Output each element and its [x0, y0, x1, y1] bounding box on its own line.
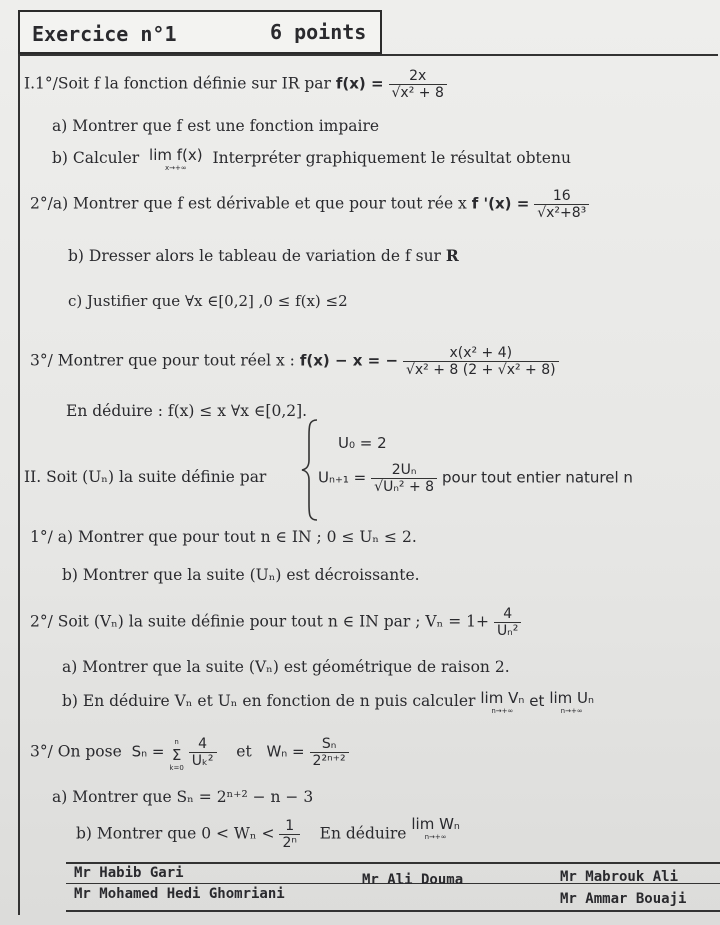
q2a-pre: 2°/a) Montrer que f est dérivable et que pour tout rée x [30, 194, 467, 213]
p2q2b-lim1-under: n→+∞ [491, 707, 514, 715]
p2q3-et: et [236, 742, 252, 761]
exercise-title: Exercice n°1 [32, 22, 177, 46]
p2q3b-lim-main: lim Wₙ [411, 815, 460, 833]
teachers-footer [66, 862, 720, 912]
p2q3-pre: 3°/ On pose [30, 742, 122, 761]
q2b-line [68, 246, 459, 265]
p2q2b-lim2 [549, 689, 594, 718]
q1b-pre: b) Calculer [52, 149, 140, 167]
q1b-lim-main: lim f(x) [149, 146, 203, 164]
p2q3b-post: En déduire [319, 824, 407, 843]
u0-def: U₀ = 2 [338, 434, 387, 452]
p2q2b-lim2-main: lim Uₙ [549, 689, 594, 707]
p2q2a-line: a) Montrer que la suite (Vₙ) est géométrique de raison 2. [62, 658, 510, 676]
q3-fraction [403, 345, 559, 378]
p2q3b-num: 1 [285, 818, 295, 834]
part2-intro: II. Soit (Uₙ) la suite définie par [24, 468, 267, 486]
q2a-lhs: f '(x) = [471, 194, 530, 213]
p2q3b-fraction [279, 818, 300, 851]
q2c-line: c) Justifier que ∀x ∈[0,2] ,0 ≤ f(x) ≤2 [68, 292, 348, 310]
q3-lhs: f(x) − x = − [299, 351, 399, 370]
un1-fraction [371, 462, 437, 495]
teacher-4: Mr Mohamed Hedi Ghomriani [74, 886, 285, 902]
q3-deduce-line: En déduire : f(x) ≤ x ∀x ∈[0,2]. [66, 402, 308, 420]
p2q2-pre: 2°/ Soit (Vₙ) la suite définie pour tout n ∈ IN par ; Vₙ = 1+ [30, 612, 489, 631]
p2q3-sum-sign: Σ [171, 746, 182, 764]
q1-func-den: √x² + 8 [389, 84, 447, 101]
q2a-den: √x²+8³ [534, 204, 589, 221]
p2q2-line [30, 606, 521, 639]
q1b-post: Interpréter graphiquement le résultat obtenu [212, 149, 571, 167]
q3-num: x(x² + 4) [449, 345, 513, 361]
teacher-2: Mr Ali Douma [362, 872, 464, 888]
p2q3-W-lhs: Wₙ = [266, 742, 305, 761]
p2q3-W-den: 2²ⁿ⁺² [310, 752, 349, 769]
p2q2-den: Uₙ² [494, 622, 521, 639]
q2b-set: R [445, 246, 459, 265]
q1-func-lhs: f(x) = [335, 74, 384, 93]
p2q2-num: 4 [503, 606, 513, 622]
exercise-header [18, 10, 382, 54]
p2q3-sum [169, 736, 183, 775]
p2q2b-et: et [529, 692, 545, 710]
exercise-points: 6 points [270, 20, 367, 44]
q2b-text: b) Dresser alors le tableau de variation de f sur [68, 247, 441, 265]
p2q2b-pre: b) En déduire Vₙ et Uₙ en fonction de n puis calculer [62, 692, 476, 710]
p2q1a-line: 1°/ a) Montrer que pour tout n ∈ IN ; 0 ≤ Uₙ ≤ 2. [30, 528, 417, 546]
q1b-lim-under: x→+∞ [164, 164, 187, 172]
p2q3-S-lhs: Sₙ = [131, 742, 165, 761]
p2q3-S-fraction [189, 736, 217, 769]
q1b-line [52, 146, 571, 175]
q1-intro: I.1°/Soit f la fonction définie sur IR par [24, 74, 331, 93]
p2q3-S-den: Uₖ² [189, 752, 217, 769]
q1-line [24, 68, 447, 101]
p2q2b-lim1-main: lim Vₙ [480, 689, 525, 707]
q1-func-num: 2x [409, 68, 427, 84]
q2a-line [30, 188, 589, 221]
p2q3b-lim-under: n→+∞ [424, 833, 447, 841]
p2q3b-line [76, 815, 460, 851]
q3-pre: 3°/ Montrer que pour tout réel x : [30, 351, 295, 370]
p2q1b-line: b) Montrer que la suite (Uₙ) est décroissante. [62, 566, 420, 584]
teacher-1: Mr Habib Gari [74, 865, 184, 881]
teacher-3: Mr Mabrouk Ali [560, 869, 679, 885]
p2q3b-den: 2ⁿ [279, 834, 300, 851]
q3-den: √x² + 8 (2 + √x² + 8) [403, 361, 559, 378]
q2a-fraction [534, 188, 589, 221]
p2q3b-lim [411, 815, 460, 844]
p2q3-line [30, 736, 349, 775]
q1b-limit [149, 146, 203, 175]
p2q3-sum-top: n [174, 738, 179, 746]
q1a-line: a) Montrer que f est une fonction impaire [52, 117, 380, 135]
un1-num: 2Uₙ [391, 462, 417, 478]
un1-den: √Uₙ² + 8 [371, 478, 437, 495]
p2q2b-lim2-under: n→+∞ [560, 707, 583, 715]
q1-func-fraction [389, 68, 447, 101]
un1-post: pour tout entier naturel n [442, 468, 633, 487]
teacher-5: Mr Ammar Bouaji [560, 891, 687, 907]
un1-lhs: Uₙ₊₁ = [318, 468, 367, 487]
p2q3-S-num: 4 [198, 736, 208, 752]
q3-line [30, 345, 559, 378]
un1-def [318, 462, 633, 495]
p2q3-W-fraction [310, 736, 349, 769]
system-brace [300, 418, 320, 522]
p2q2b-lim1 [480, 689, 525, 718]
p2q3-W-num: Sₙ [321, 736, 337, 752]
p2q2-fraction [494, 606, 521, 639]
p2q2b-line [62, 689, 594, 718]
p2q3b-pre: b) Montrer que 0 < Wₙ < [76, 824, 275, 843]
p2q3-sum-bot: k=0 [169, 764, 184, 772]
p2q3a-line: a) Montrer que Sₙ = 2ⁿ⁺² − n − 3 [52, 788, 314, 806]
q2a-num: 16 [552, 188, 571, 204]
